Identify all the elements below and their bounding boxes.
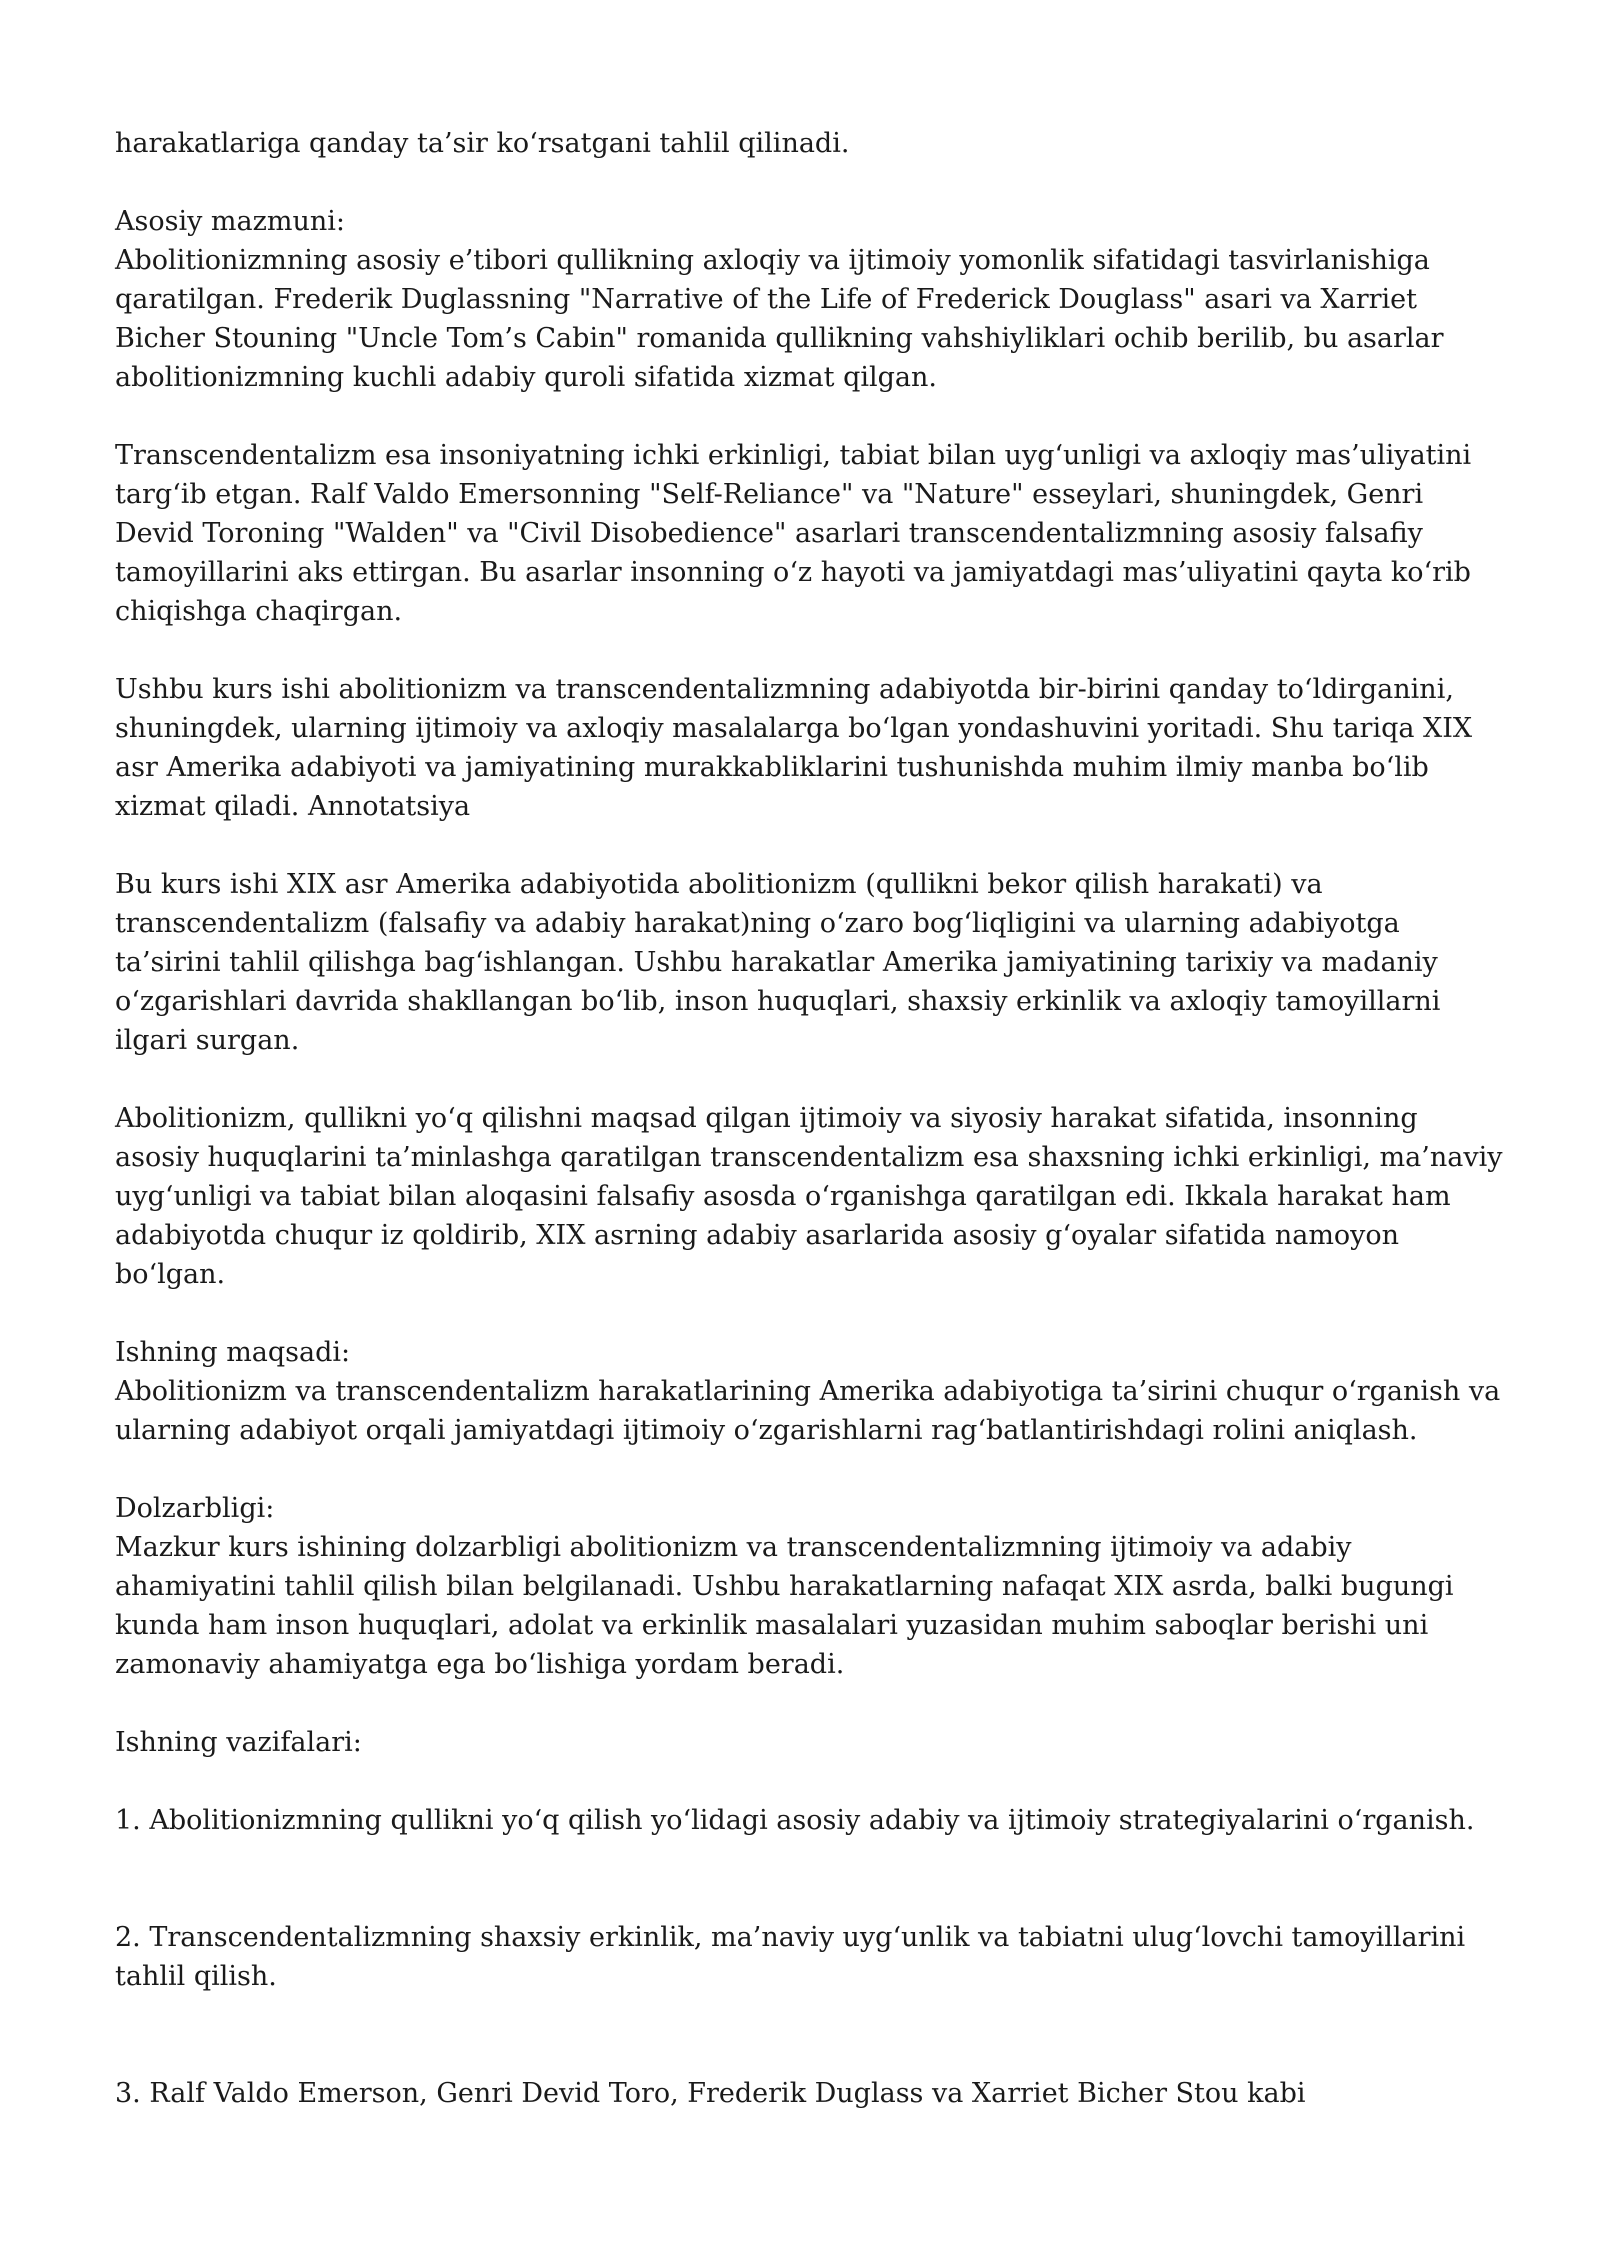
- text-line: o‘zgarishlari davrida shakllangan bo‘lib, inson huquqlari, shaxsiy erkinlik va axloqiy tamoyillarni: [115, 986, 1441, 1017]
- task-item: [115, 1918, 1500, 1996]
- ushbu-paragraph: [115, 670, 1500, 826]
- text-line: kunda ham inson huquqlari, adolat va erkinlik masalalari yuzasidan muhim saboqlar berishi uni: [115, 1610, 1429, 1641]
- text-line: asr Amerika adabiyoti va jamiyatining murakkabliklarini tushunishda muhim ilmiy manba bo‘lib: [115, 752, 1429, 783]
- text-line: Devid Toroning "Walden" va "Civil Disobedience" asarlari transcendentalizmning asosiy falsafiy: [115, 518, 1423, 549]
- text-line: Bu kurs ishi XIX asr Amerika adabiyotida abolitionizm (qullikni bekor qilish harakati) va: [115, 869, 1323, 900]
- text-line: tahlil qilish.: [115, 1961, 277, 1992]
- text-line: transcendentalizm (falsafiy va adabiy harakat)ning o‘zaro bog‘liqligini va ularning adabiyotga: [115, 908, 1400, 939]
- text-line: qaratilgan. Frederik Duglassning "Narrative of the Life of Frederick Douglass" asari va Xarriet: [115, 284, 1417, 315]
- text-line: zamonaviy ahamiyatga ega bo‘lishiga yordam beradi.: [115, 1649, 845, 1680]
- text-line: tamoyillarini aks ettirgan. Bu asarlar insonning o‘z hayoti va jamiyatdagi mas’uliyatini qayta ko‘rib: [115, 557, 1471, 588]
- text-line: targ‘ib etgan. Ralf Valdo Emersonning "Self-Reliance" va "Nature" esseylari, shuningdek, Genri: [115, 479, 1424, 510]
- text-line: Abolitionizm va transcendentalizm harakatlarining Amerika adabiyotiga ta’sirini chuqur o‘rganish va: [115, 1376, 1501, 1407]
- text-line: Bicher Stouning "Uncle Tom’s Cabin" romanida qullikning vahshiyliklari ochib berilib, bu asarlar: [115, 323, 1444, 354]
- text-line: 3. Ralf Valdo Emerson, Genri Devid Toro, Frederik Duglass va Xarriet Bicher Stou kabi: [115, 2078, 1306, 2109]
- vazifa-heading: Ishning vazifalari:: [115, 1727, 362, 1758]
- abolitionizm-paragraph: [115, 1099, 1503, 1294]
- text-line: 2. Transcendentalizmning shaxsiy erkinlik, ma’naviy uyg‘unlik va tabiatni ulug‘lovchi tamoyillarini: [115, 1922, 1466, 1953]
- asosiy-heading: Asosiy mazmuni:: [115, 206, 345, 237]
- text-line: bo‘lgan.: [115, 1259, 226, 1290]
- text-line: ilgari surgan.: [115, 1025, 300, 1056]
- text-line: Ushbu kurs ishi abolitionizm va transcendentalizmning adabiyotda bir-birini qanday to‘ldirganini,: [115, 674, 1454, 705]
- vazifa-heading-block: [115, 1723, 1500, 1762]
- text-line: Mazkur kurs ishining dolzarbligi abolitionizm va transcendentalizmning ijtimoiy va adabiy: [115, 1532, 1352, 1563]
- text-line: shuningdek, ularning ijtimoiy va axloqiy masalalarga bo‘lgan yondashuvini yoritadi. Shu tariqa XIX: [115, 713, 1473, 744]
- text-line: asosiy huquqlarini ta’minlashga qaratilgan transcendentalizm esa shaxsning ichki erkinligi, ma’naviy: [115, 1142, 1503, 1173]
- annotation-paragraph: [115, 865, 1500, 1060]
- text-line: abolitionizmning kuchli adabiy quroli sifatida xizmat qilgan.: [115, 362, 937, 393]
- task-item: [115, 1801, 1500, 1840]
- transcendentalism-paragraph: [115, 436, 1500, 631]
- intro-tail-paragraph: [115, 124, 1500, 163]
- text-line: chiqishga chaqirgan.: [115, 596, 403, 627]
- text-line: ularning adabiyot orqali jamiyatdagi ijtimoiy o‘zgarishlarni rag‘batlantirishdagi rolini aniqlash.: [115, 1415, 1418, 1446]
- text-line: 1. Abolitionizmning qullikni yo‘q qilish yo‘lidagi asosiy adabiy va ijtimoiy strategiyalarini o‘rganish.: [115, 1805, 1475, 1836]
- text-line: Abolitionizmning asosiy e’tibori qullikning axloqiy va ijtimoiy yomonlik sifatidagi tasvirlanishiga: [115, 245, 1430, 276]
- text-line: Transcendentalizm esa insoniyatning ichki erkinligi, tabiat bilan uyg‘unligi va axloqiy mas’uliyatini: [115, 440, 1472, 471]
- text-line: ahamiyatini tahlil qilish bilan belgilanadi. Ushbu harakatlarning nafaqat XIX asrda, balki bugungi: [115, 1571, 1454, 1602]
- text-line: Abolitionizm, qullikni yo‘q qilishni maqsad qilgan ijtimoiy va siyosiy harakat sifatida, insonning: [115, 1103, 1418, 1134]
- text-line: uyg‘unligi va tabiat bilan aloqasini falsafiy asosda o‘rganishga qaratilgan edi. Ikkala harakat ham: [115, 1181, 1451, 1212]
- maqsad-section: [115, 1333, 1500, 1450]
- text-line: ta’sirini tahlil qilishga bag‘ishlangan. Ushbu harakatlar Amerika jamiyatining tarixiy va madaniy: [115, 947, 1438, 978]
- dolzarb-section: [115, 1489, 1500, 1684]
- text-line: adabiyotda chuqur iz qoldirib, XIX asrning adabiy asarlarida asosiy g‘oyalar sifatida namoyon: [115, 1220, 1400, 1251]
- task-item: [115, 2074, 1500, 2113]
- asosiy-section: [115, 202, 1500, 397]
- text-line: xizmat qiladi. Annotatsiya: [115, 791, 471, 822]
- dolzarb-heading: Dolzarbligi:: [115, 1493, 275, 1524]
- text-line: harakatlariga qanday ta’sir ko‘rsatgani tahlil qilinadi.: [115, 128, 850, 159]
- maqsad-heading: Ishning maqsadi:: [115, 1337, 351, 1368]
